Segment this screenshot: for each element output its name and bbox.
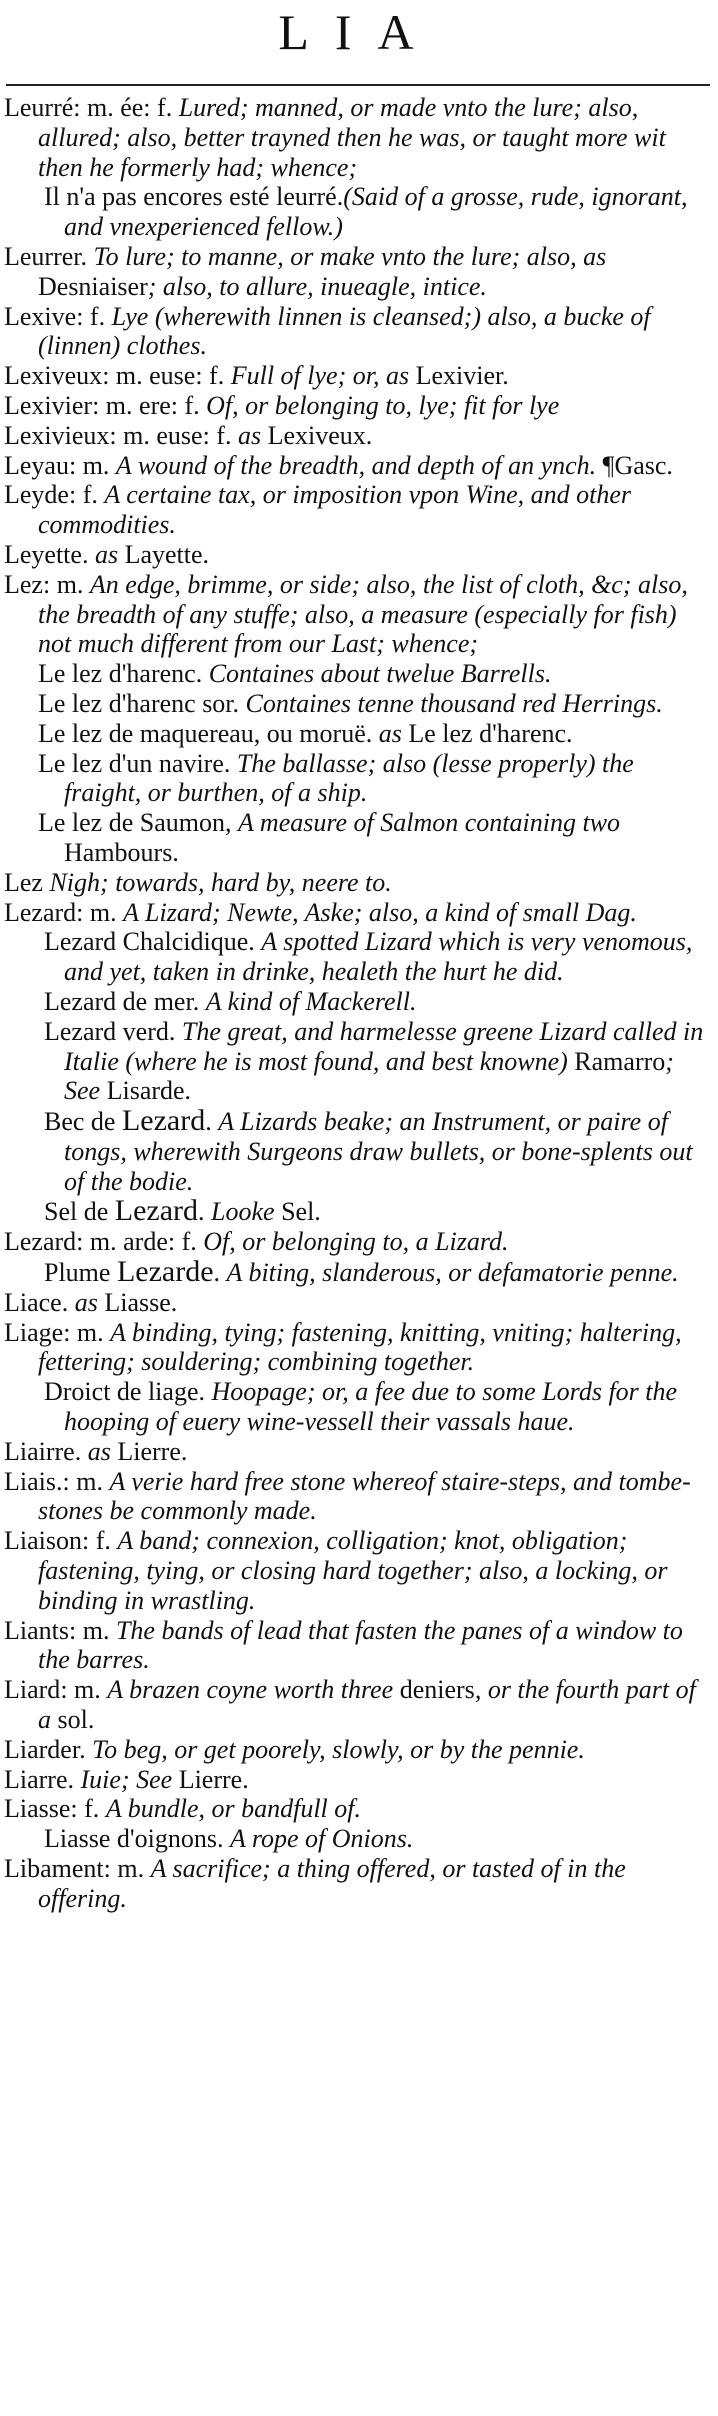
grammar-text: Le lez de Saumon, xyxy=(38,808,238,838)
grammar-text: . xyxy=(198,1197,212,1227)
headword: Liace. xyxy=(4,1287,69,1317)
definition-text: ; See xyxy=(64,1046,674,1106)
headword: Leyette. xyxy=(4,539,89,569)
sub-entry xyxy=(4,1017,708,1106)
headword: Leurrer. xyxy=(4,241,88,271)
definition-text: Containes tenne thousand red Herrings. xyxy=(245,688,663,718)
definition-text: A sacrifice; a thing offered, or tasted of in the offering. xyxy=(38,1854,626,1913)
definition-text: as xyxy=(81,1436,118,1466)
headword: Liais. xyxy=(4,1466,63,1496)
dictionary-entry xyxy=(4,1765,708,1795)
definition-text: A verie hard free stone whereof staire-steps, and tombe-stones be commonly made. xyxy=(38,1466,691,1526)
sub-entry xyxy=(4,1257,708,1288)
definition-text: ; also, to allure, inueagle, intice. xyxy=(147,271,487,301)
dictionary-entry xyxy=(4,1735,708,1765)
grammar-text: : m. ere: f. xyxy=(92,390,207,420)
dictionary-entry xyxy=(4,1318,708,1378)
definition-text: A bundle, or bandfull of. xyxy=(105,1794,362,1824)
grammar-text: Sel de xyxy=(44,1197,115,1227)
definition-text: (Said of a grosse, rude, ignorant, and vnexperienced fellow.) xyxy=(64,182,688,242)
grammar-text: Lexiveux. xyxy=(267,420,373,450)
headword: Leyde xyxy=(4,480,69,510)
header-rule xyxy=(6,84,710,86)
grammar-text: Liasse. xyxy=(104,1287,178,1317)
definition-text: A Lizards beake; an Instrument, or paire of tongs, wherewith Surgeons draw bullets, or bone-splents out of the bodie. xyxy=(64,1107,693,1196)
definition-text: The great, and harmelesse greene Lizard called in Italie (where he is most found, and best knowne) xyxy=(64,1016,704,1076)
grammar-text: deniers xyxy=(399,1675,475,1705)
headword: Liarder. xyxy=(4,1734,86,1764)
grammar-text: ¶Gasc. xyxy=(602,450,673,480)
definition-text: A biting, slanderous, or defamatorie penne. xyxy=(226,1258,679,1288)
sub-entry xyxy=(4,808,708,868)
headword-large: Lezard xyxy=(121,1104,206,1138)
grammar-text: : m. xyxy=(63,1317,111,1347)
grammar-text: : m. ée: f. xyxy=(73,93,179,122)
dictionary-entry xyxy=(4,1526,708,1615)
grammar-text: Le lez d'un navire. xyxy=(38,748,237,778)
definition-text: A brazen coyne worth three xyxy=(107,1675,400,1705)
definition-text: A spotted Lizard which is very venomous, and yet, taken in drinke, healeth the hurt he did. xyxy=(64,927,693,987)
grammar-text: : m. xyxy=(60,1675,108,1705)
headword: Leurré xyxy=(4,93,74,122)
grammar-text: : m. xyxy=(42,569,90,599)
headword-large: Lezard xyxy=(114,1194,199,1228)
dictionary-entry xyxy=(4,242,708,302)
entry-list xyxy=(4,93,708,1914)
sub-entry xyxy=(4,689,708,719)
grammar-text: : f. xyxy=(70,1794,106,1824)
grammar-text: Lezard Chalcidique. xyxy=(44,927,262,957)
dictionary-entry xyxy=(4,868,708,898)
dictionary-entry xyxy=(4,451,708,481)
definition-text: A wound of the breadth, and depth of an ynch. xyxy=(115,450,603,480)
definition-text: Of, or belonging to, a Lizard. xyxy=(203,1227,509,1257)
definition-text: To beg, or get poorely, slowly, or by the pennie. xyxy=(85,1734,585,1764)
definition-text: Lye (wherewith linnen is cleansed;) also, a bucke of (linnen) clothes. xyxy=(38,301,651,361)
grammar-text: : m. xyxy=(69,1615,116,1645)
grammar-text: Desniaiser xyxy=(38,271,148,301)
headword: Lezard xyxy=(4,897,77,927)
definition-text: Looke xyxy=(211,1197,282,1227)
sub-entry xyxy=(4,719,708,749)
grammar-text: : m. euse: f. xyxy=(109,420,238,450)
headword: Leyau xyxy=(4,450,69,480)
grammar-text: Lezard de mer. xyxy=(44,986,206,1016)
headword: leurré. xyxy=(276,182,344,212)
definition-text: as xyxy=(88,539,125,569)
grammar-text: Bec de xyxy=(44,1107,122,1137)
dictionary-entry xyxy=(4,540,708,570)
definition-text: An edge, brimme, or side; also, the list of cloth, &c; also, the breadth of any stuffe; also, a measure (especially for fish) not much different from our Last; whence; xyxy=(38,569,688,659)
sub-entry xyxy=(4,1106,708,1196)
grammar-text: : f. xyxy=(68,480,105,510)
definition-text: as xyxy=(68,1287,105,1317)
headword: Liarre. xyxy=(4,1764,75,1794)
sub-entry xyxy=(4,1377,708,1437)
grammar-text: Le lez d'harenc. xyxy=(408,718,573,748)
dictionary-entry xyxy=(4,1616,708,1676)
dictionary-entry xyxy=(4,1794,708,1824)
grammar-text: Liasse d'oignons. xyxy=(44,1824,230,1854)
definition-text: A rope of Onions. xyxy=(229,1824,414,1854)
headword: Lezard xyxy=(4,1227,77,1257)
grammar-text: : f. xyxy=(82,1526,118,1556)
headword: Libament xyxy=(4,1854,104,1884)
definition-text: A band; connexion, colligation; knot, obligation; fastening, tying, or closing hard together; also, a locking, or binding in wrastling. xyxy=(38,1526,668,1615)
headword: Lexiveux xyxy=(4,361,103,391)
definition-text: Full of lye; or, as xyxy=(230,361,416,391)
grammar-text: Lierre. xyxy=(178,1764,249,1794)
dictionary-entry xyxy=(4,1467,708,1527)
running-head: LIA xyxy=(278,4,440,60)
grammar-text: : m. xyxy=(103,1854,151,1884)
dictionary-entry xyxy=(4,391,708,421)
definition-text: as xyxy=(378,718,409,748)
dictionary-entry xyxy=(4,570,708,659)
definition-text: A kind of Mackerell. xyxy=(205,986,417,1016)
grammar-text: Plume xyxy=(44,1258,117,1288)
headword-large: Lezarde xyxy=(116,1255,214,1289)
dictionary-entry xyxy=(4,898,708,928)
sub-entry xyxy=(4,987,708,1017)
grammar-text: . xyxy=(213,1258,227,1288)
definition-text: A measure of Salmon containing two xyxy=(238,808,621,838)
definition-text: Lured; manned, or made vnto the lure; also, allured; also, better trayned then he was, or taught more wit then he formerly had; whence; xyxy=(38,93,666,182)
grammar-text: Il n'a pas encores esté xyxy=(44,182,277,212)
sub-entry xyxy=(4,659,708,689)
grammar-text: Le lez d'harenc. xyxy=(38,659,209,689)
grammar-text: : m. xyxy=(62,1466,110,1496)
grammar-text: Le lez de maquereau, ou moruë. xyxy=(38,718,379,748)
grammar-text: sol. xyxy=(57,1705,95,1735)
grammar-text: Lexivier. xyxy=(415,361,509,391)
grammar-text: : m. arde: f. xyxy=(76,1227,204,1257)
dictionary-entry xyxy=(4,93,708,182)
headword: Liairre. xyxy=(4,1436,82,1466)
sub-entry xyxy=(4,927,708,987)
grammar-text: : f. xyxy=(76,301,112,331)
grammar-text: Ramarro xyxy=(574,1046,666,1076)
dictionary-entry xyxy=(4,1854,708,1914)
definition-text: The ballasse; also (lesse properly) the fraight, or burthen, of a ship. xyxy=(64,748,634,808)
headword: Liage xyxy=(4,1317,64,1347)
definition-text: Of, or belonging to, lye; fit for lye xyxy=(206,390,560,420)
grammar-text: . xyxy=(205,1107,219,1137)
dictionary-entry xyxy=(4,1227,708,1257)
grammar-text: : m. xyxy=(68,450,116,480)
dictionary-entry xyxy=(4,361,708,391)
definition-text: as xyxy=(237,420,268,450)
headword: Liaison xyxy=(4,1526,82,1556)
dictionary-entry xyxy=(4,302,708,362)
headword: Liants xyxy=(4,1615,69,1645)
sub-entry xyxy=(4,182,708,242)
headword: Lez xyxy=(4,569,43,599)
definition-text: Hoopage; or, a fee due to some Lords for the hooping of euery wine-vessell their vassals haue. xyxy=(64,1377,678,1437)
definition-text: , or the fourth part of a xyxy=(38,1675,696,1735)
grammar-text: : m. euse: f. xyxy=(102,361,231,391)
grammar-text: Droict de liage. xyxy=(44,1377,212,1407)
dictionary-entry xyxy=(4,480,708,540)
dictionary-entry xyxy=(4,1437,708,1467)
definition-text: Iuie; See xyxy=(74,1764,179,1794)
definition-text: Containes about twelue Barrells. xyxy=(208,659,552,689)
dictionary-entry xyxy=(4,421,708,451)
grammar-text: Hambours. xyxy=(64,837,179,867)
headword: Liard xyxy=(4,1675,61,1705)
grammar-text: Lisarde. xyxy=(106,1076,192,1106)
headword: Lez xyxy=(4,867,43,897)
sub-entry xyxy=(4,1196,708,1227)
sub-entry xyxy=(4,1824,708,1854)
headword: Lexive xyxy=(4,301,77,331)
headword: Lexivieux xyxy=(4,420,110,450)
grammar-text: Lierre. xyxy=(117,1436,188,1466)
definition-text: A Lizard; Newte, Aske; also, a kind of small Dag. xyxy=(123,897,637,927)
grammar-text: Sel. xyxy=(281,1197,321,1227)
grammar-text: Le lez d'harenc sor. xyxy=(38,688,246,718)
grammar-text: Layette. xyxy=(124,539,210,569)
definition-text: Nigh; towards, hard by, neere to. xyxy=(42,867,392,897)
headword: Liasse xyxy=(4,1794,71,1824)
grammar-text: Lezard verd. xyxy=(44,1016,182,1046)
dictionary-entry xyxy=(4,1675,708,1735)
definition-text: A certaine tax, or imposition vpon Wine, and other commodities. xyxy=(38,480,632,540)
definition-text: To lure; to manne, or make vnto the lure; also, as xyxy=(87,241,607,271)
definition-text: The bands of lead that fasten the panes of a window to the barres. xyxy=(38,1615,683,1675)
sub-entry xyxy=(4,749,708,809)
dictionary-entry xyxy=(4,1288,708,1318)
definition-text: A binding, tying; fastening, knitting, vniting; haltering, fettering; souldering; combining together. xyxy=(38,1317,682,1377)
headword: Lexivier xyxy=(4,390,93,420)
grammar-text: : m. xyxy=(76,897,124,927)
